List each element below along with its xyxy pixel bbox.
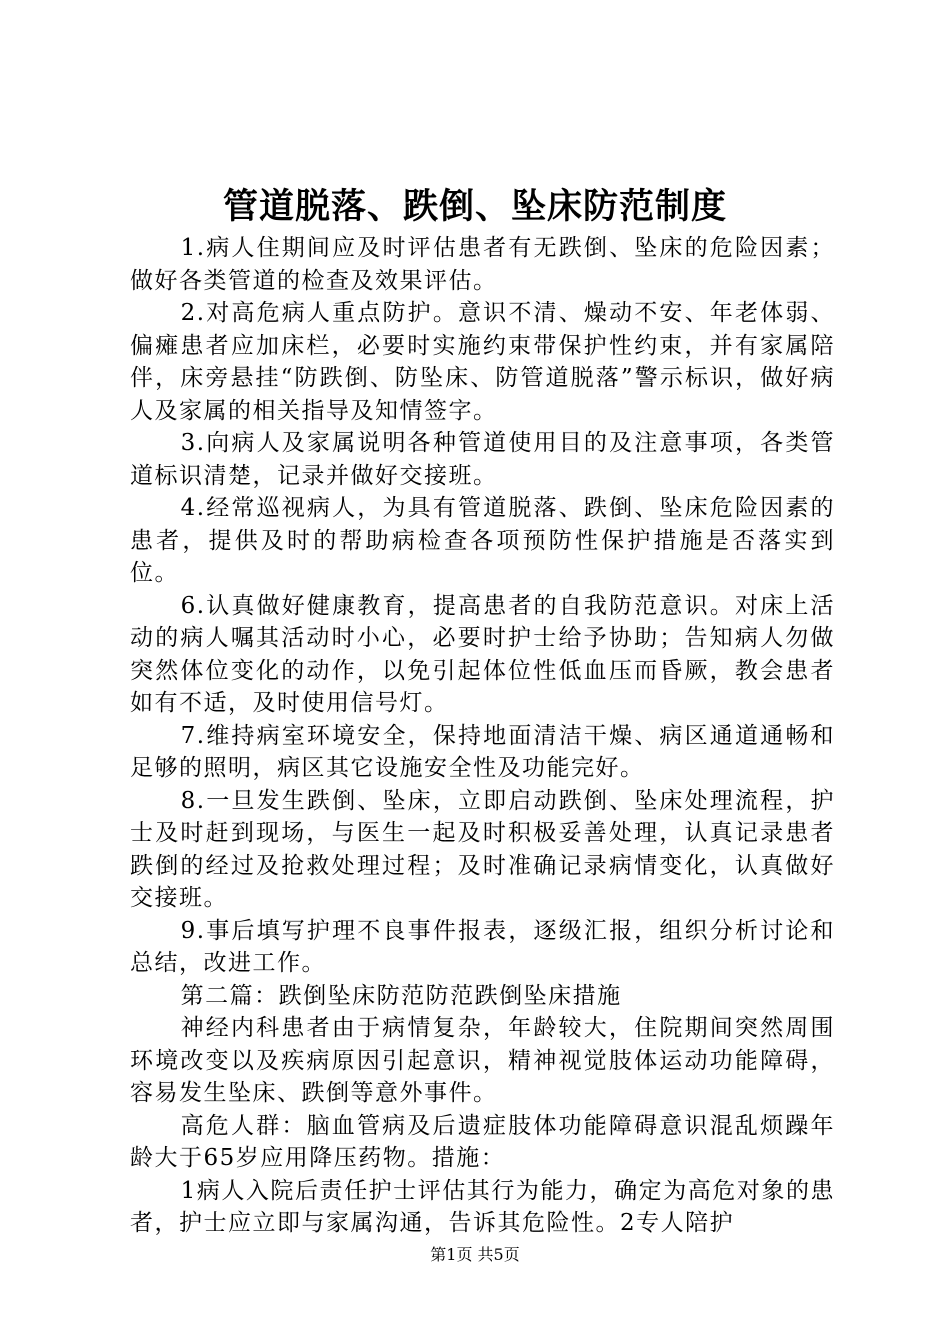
paragraph-intro: 神经内科患者由于病情复杂，年龄较大，住院期间突然周围环境改变以及疾病原因引起意识，精神视觉肢体运动功能障碍，容易发生坠床、跌倒等意外事件。 xyxy=(130,1015,835,1106)
paragraph-1: 1.病人住期间应及时评估患者有无跌倒、坠床的危险因素；做好各类管道的检查及效果评估。 xyxy=(130,235,835,294)
paragraph-9: 9.事后填写护理不良事件报表，逐级汇报，组织分析讨论和总结，改进工作。 xyxy=(130,917,835,976)
paragraph-2: 2.对高危病人重点防护。意识不清、燥动不安、年老体弱、偏瘫患者应加床栏，必要时实施约束带保护性约束，并有家属陪伴，床旁悬挂“防跌倒、防坠床、防管道脱落”警示标识，做好病人及家属的相关指导及知情签字。 xyxy=(130,300,835,424)
document-title: 管道脱落、跌倒、坠床防范制度 xyxy=(222,187,727,227)
paragraph-8: 8.一旦发生跌倒、坠床，立即启动跌倒、坠床处理流程，护士及时赶到现场，与医生一起及时积极妥善处理，认真记录患者跌倒的经过及抢救处理过程；及时准确记录病情变化，认真做好交接班。 xyxy=(130,787,835,911)
paragraph-7: 7.维持病室环境安全，保持地面清洁干燥、病区通道通畅和足够的照明，病区其它设施安全性及功能完好。 xyxy=(130,722,835,781)
paragraph-3: 3.向病人及家属说明各种管道使用目的及注意事项，各类管道标识清楚，记录并做好交接班。 xyxy=(130,430,835,489)
paragraph-measures: 1病人入院后责任护士评估其行为能力，确定为高危对象的患者，护士应立即与家属沟通，告诉其危险性。2专人陪护 xyxy=(130,1177,835,1236)
paragraph-4: 4.经常巡视病人，为具有管道脱落、跌倒、坠床危险因素的患者，提供及时的帮助病检查各项预防性保护措施是否落实到位。 xyxy=(130,495,835,586)
document-body xyxy=(130,232,835,1240)
section-heading: 第二篇：跌倒坠床防范防范跌倒坠床措施 xyxy=(180,982,622,1009)
paragraph-6: 6.认真做好健康教育，提高患者的自我防范意识。对床上活动的病人嘱其活动时小心，必要时护士给予协助；告知病人勿做突然体位变化的动作，以免引起体位性低血压而昏厥，教会患者如有不适，及时使用信号灯。 xyxy=(130,592,835,716)
page-footer: 第1页 共5页 xyxy=(430,1245,520,1264)
paragraph-high-risk: 高危人群：脑血管病及后遗症肢体功能障碍意识混乱烦躁年龄大于65岁应用降压药物。措施： xyxy=(130,1112,835,1171)
